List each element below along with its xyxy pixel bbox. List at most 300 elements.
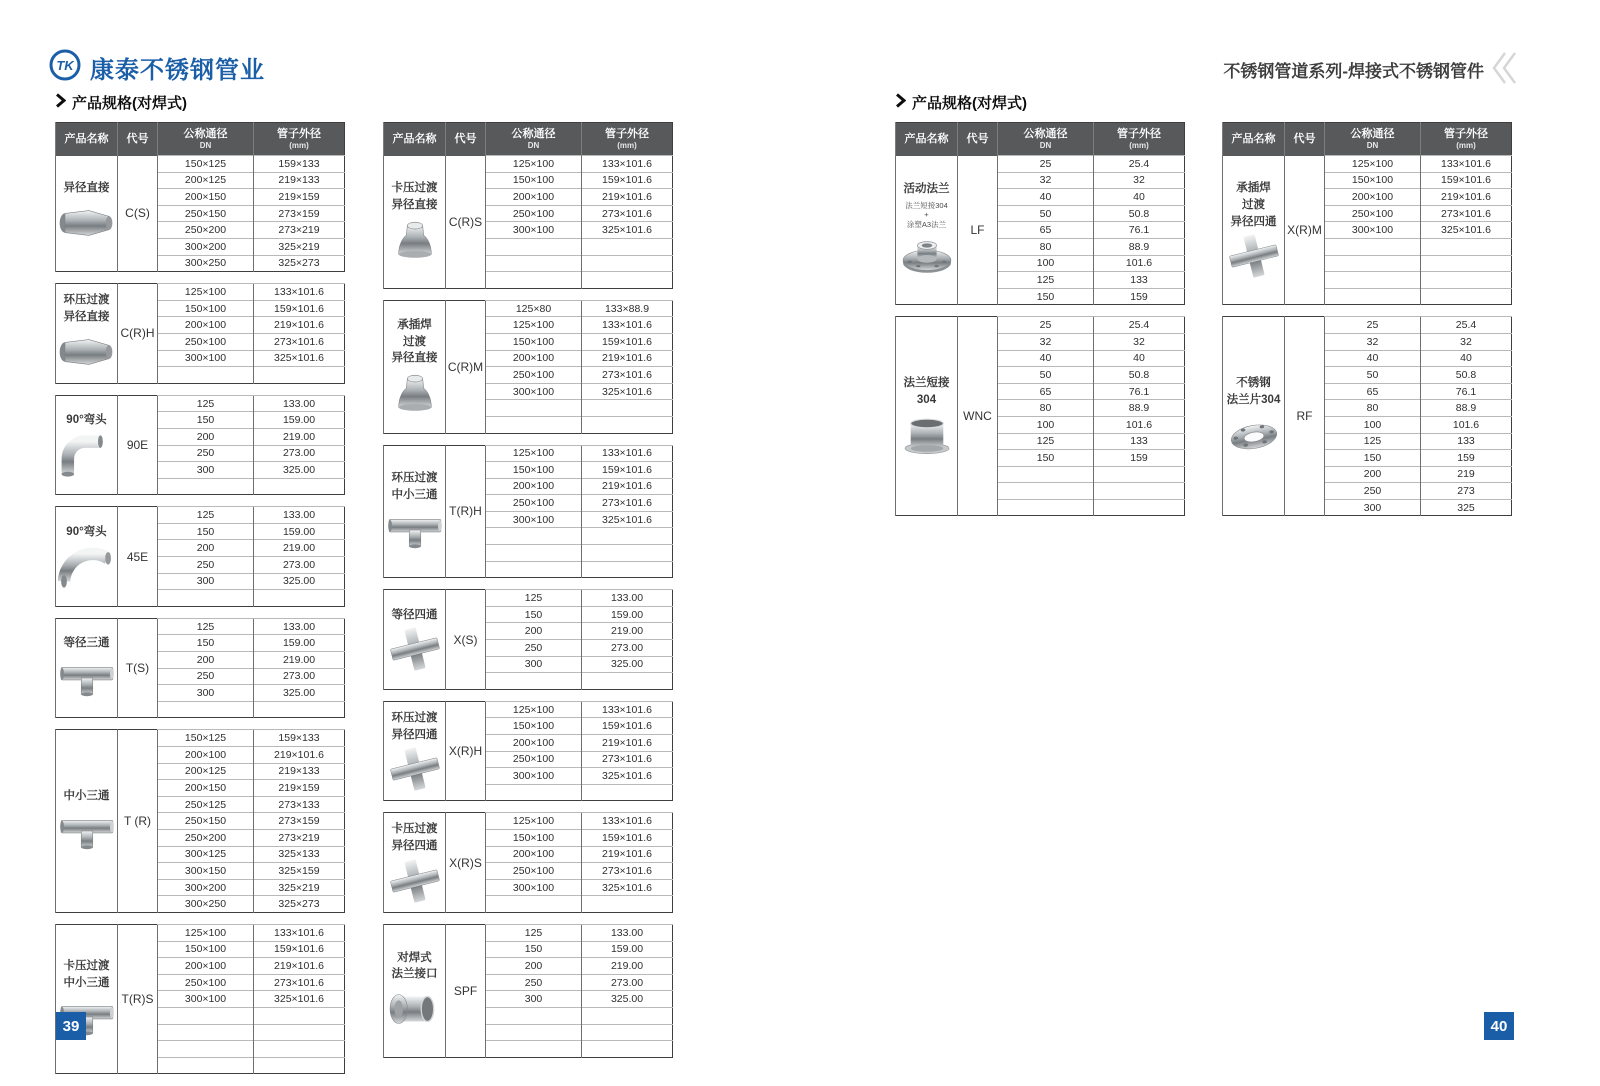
product-code: LF	[958, 156, 998, 305]
product-photo-reducer-horizontal	[56, 329, 118, 375]
spec-row	[384, 701, 673, 718]
od-value: 219×101.6	[582, 735, 673, 752]
dn-value: 25	[998, 156, 1094, 173]
spec-row	[56, 156, 345, 173]
product-name: 90°弯头	[66, 525, 107, 538]
od-value: 159.00	[254, 412, 345, 429]
product-code: C(R)H	[118, 284, 158, 384]
dn-value: 300×250	[158, 896, 254, 913]
dn-value: 100	[1325, 416, 1421, 433]
product-name: 等径四通	[391, 608, 438, 621]
section-title-right-text: 产品规格(对焊式)	[912, 95, 1027, 112]
dn-value: 250×100	[486, 205, 582, 222]
dn-value: 25	[1325, 317, 1421, 334]
dn-value	[486, 1041, 582, 1058]
product-photo-elbow-45	[56, 543, 118, 589]
arrow-icon	[55, 93, 66, 112]
dn-value: 300×150	[158, 863, 254, 880]
dn-value: 80	[1325, 400, 1421, 417]
dn-value: 200×100	[158, 317, 254, 334]
product-code: T(R)H	[446, 445, 486, 578]
od-value: 273×101.6	[582, 751, 673, 768]
dn-value: 250×200	[158, 222, 254, 239]
col-header-code: 代号	[446, 123, 486, 156]
col-header-product: 产品名称	[384, 123, 446, 156]
dn-value: 300×100	[486, 383, 582, 400]
spec-table-xrm	[1222, 122, 1512, 305]
dn-value: 150	[1325, 450, 1421, 467]
product-code: C(S)	[118, 156, 158, 272]
dn-value: 300	[158, 685, 254, 702]
od-value: 273.00	[254, 445, 345, 462]
od-value: 50.8	[1094, 367, 1185, 384]
od-value: 219×101.6	[254, 747, 345, 764]
dn-value: 125×100	[486, 317, 582, 334]
product-code: X(S)	[446, 590, 486, 690]
dn-value	[486, 896, 582, 913]
dn-value	[998, 483, 1094, 500]
spec-row	[1223, 317, 1512, 334]
od-value: 325×159	[254, 863, 345, 880]
od-value: 133×101.6	[582, 701, 673, 718]
brand-logo-icon	[48, 48, 82, 87]
dn-value	[486, 400, 582, 417]
dn-value: 300	[1325, 499, 1421, 516]
dn-value: 40	[998, 350, 1094, 367]
od-value: 133.00	[582, 924, 673, 941]
od-value: 133×101.6	[582, 445, 673, 462]
spec-table-cs	[55, 122, 345, 272]
dn-value: 300	[158, 462, 254, 479]
table-column-right-2	[1222, 122, 1512, 516]
col-header-dn: 公称通径 DN	[998, 123, 1094, 156]
od-value: 325.00	[254, 685, 345, 702]
product-name: 承插焊 过渡 异径四通	[1230, 182, 1277, 228]
dn-value: 150	[158, 412, 254, 429]
dn-value: 125	[1325, 433, 1421, 450]
brand-logo-text: 康泰不锈钢管业	[90, 57, 265, 84]
dn-value: 150×100	[486, 718, 582, 735]
od-value: 76.1	[1094, 383, 1185, 400]
table-header-row	[1223, 123, 1512, 156]
od-value: 25.4	[1421, 317, 1512, 334]
od-value: 325×273	[254, 896, 345, 913]
od-value	[582, 784, 673, 801]
product-cell	[384, 924, 446, 1057]
dn-value: 150×100	[158, 941, 254, 958]
table-header-row	[384, 123, 673, 156]
od-value: 159.00	[254, 523, 345, 540]
table-column-left-1	[55, 122, 345, 1074]
od-value: 273×159	[254, 205, 345, 222]
dn-value	[486, 255, 582, 272]
od-value	[582, 255, 673, 272]
od-value: 219×101.6	[582, 189, 673, 206]
od-value: 133×88.9	[582, 300, 673, 317]
dn-value: 200	[158, 540, 254, 557]
dn-value	[158, 1041, 254, 1058]
dn-value: 300×100	[158, 991, 254, 1008]
col-header-product: 产品名称	[1223, 123, 1285, 156]
od-value: 159×101.6	[582, 172, 673, 189]
od-value: 273×159	[254, 813, 345, 830]
od-value: 325.00	[582, 656, 673, 673]
spec-row	[384, 156, 673, 173]
product-name: 异径直接	[63, 182, 110, 195]
od-value: 159×101.6	[254, 300, 345, 317]
od-value: 133×101.6	[254, 924, 345, 941]
product-name: 环压过渡 中小三通	[391, 472, 438, 501]
product-photo-flange-loose	[896, 233, 958, 279]
spec-table-tr	[55, 729, 345, 913]
spec-row	[896, 317, 1185, 334]
col-header-od: 管子外径 (mm)	[1421, 123, 1512, 156]
dn-value: 300×100	[1325, 222, 1421, 239]
dn-value: 200	[486, 623, 582, 640]
od-value: 133×101.6	[582, 317, 673, 334]
od-value: 325.00	[254, 462, 345, 479]
col-header-od: 管子外径 (mm)	[582, 123, 673, 156]
od-value: 32	[1094, 172, 1185, 189]
svg-text:TK: TK	[56, 58, 74, 73]
od-value: 325×101.6	[582, 768, 673, 785]
od-value: 273×101.6	[582, 367, 673, 384]
od-value: 88.9	[1421, 400, 1512, 417]
product-cell	[384, 701, 446, 801]
od-value: 40	[1094, 189, 1185, 206]
product-cell	[56, 730, 118, 913]
dn-value: 125×100	[486, 445, 582, 462]
od-value: 133×101.6	[582, 813, 673, 830]
dn-value	[486, 528, 582, 545]
product-cell	[384, 300, 446, 433]
dn-value: 32	[1325, 333, 1421, 350]
dn-value: 125×100	[158, 924, 254, 941]
od-value	[254, 478, 345, 495]
dn-value: 200	[158, 652, 254, 669]
od-value: 159×133	[254, 156, 345, 173]
od-value: 159.00	[582, 606, 673, 623]
od-value: 273×219	[254, 829, 345, 846]
product-photo-cross	[1223, 233, 1285, 279]
product-name: 卡压过渡 中小三通	[63, 959, 110, 989]
od-value: 273×219	[254, 222, 345, 239]
dn-value: 125	[158, 507, 254, 524]
dn-value: 125	[158, 395, 254, 412]
od-value: 219×101.6	[582, 846, 673, 863]
dn-value: 250×100	[158, 333, 254, 350]
table-column-right-1	[895, 122, 1185, 516]
dn-value: 300×200	[158, 238, 254, 255]
product-code: SPF	[446, 924, 486, 1057]
col-header-product: 产品名称	[56, 123, 118, 156]
od-value	[582, 1041, 673, 1058]
spec-table-spf	[383, 924, 673, 1058]
dn-value	[998, 499, 1094, 516]
od-value	[582, 673, 673, 690]
dn-value: 200×100	[486, 189, 582, 206]
dn-value	[158, 1007, 254, 1024]
dn-value: 50	[998, 205, 1094, 222]
od-value	[254, 701, 345, 718]
spec-row	[384, 445, 673, 462]
od-value: 88.9	[1094, 238, 1185, 255]
spec-table-xs	[383, 589, 673, 690]
od-value: 159×101.6	[254, 941, 345, 958]
table-header-row	[56, 123, 345, 156]
od-value: 88.9	[1094, 400, 1185, 417]
dn-value	[1325, 288, 1421, 305]
dn-value: 200×100	[486, 478, 582, 495]
od-value: 159	[1094, 288, 1185, 305]
dn-value: 100	[998, 255, 1094, 272]
product-cell	[56, 924, 118, 1073]
dn-value: 65	[998, 222, 1094, 239]
dn-value: 125×100	[1325, 156, 1421, 173]
dn-value	[486, 238, 582, 255]
od-value: 133×101.6	[1421, 156, 1512, 173]
od-value: 219×159	[254, 780, 345, 797]
dn-value	[486, 272, 582, 289]
product-cell	[56, 284, 118, 384]
od-value: 273.00	[582, 640, 673, 657]
od-value: 325×101.6	[582, 879, 673, 896]
dn-value: 200×100	[1325, 189, 1421, 206]
section-title-left-text: 产品规格(对焊式)	[72, 95, 187, 112]
dn-value	[486, 784, 582, 801]
spec-row	[384, 813, 673, 830]
product-code: T(S)	[118, 618, 158, 718]
od-value: 219×133	[254, 172, 345, 189]
od-value: 219.00	[254, 540, 345, 557]
dn-value	[998, 466, 1094, 483]
od-value: 325×219	[254, 238, 345, 255]
dn-value: 65	[1325, 383, 1421, 400]
product-code: 45E	[118, 507, 158, 607]
product-photo-tee	[56, 808, 118, 854]
od-value: 273×101.6	[1421, 205, 1512, 222]
dn-value: 150×125	[158, 730, 254, 747]
od-value: 159×133	[254, 730, 345, 747]
spec-row	[56, 924, 345, 941]
dn-value: 125×80	[486, 300, 582, 317]
od-value: 133×101.6	[582, 156, 673, 173]
od-value: 325×101.6	[582, 383, 673, 400]
od-value: 40	[1421, 350, 1512, 367]
dn-value	[158, 1057, 254, 1074]
product-name: 卡压过渡 异径四通	[391, 823, 438, 853]
od-value: 159×101.6	[582, 718, 673, 735]
product-cell	[56, 395, 118, 495]
od-value: 133	[1421, 433, 1512, 450]
dn-value: 80	[998, 400, 1094, 417]
od-value: 219.00	[254, 428, 345, 445]
product-code: C(R)M	[446, 300, 486, 433]
product-photo-flange-socket	[384, 986, 446, 1032]
dn-value: 150×100	[486, 829, 582, 846]
od-value: 133.00	[254, 507, 345, 524]
dn-value: 250	[158, 668, 254, 685]
od-value: 325	[1421, 499, 1512, 516]
od-value: 219×101.6	[254, 317, 345, 334]
dn-value: 150	[998, 288, 1094, 305]
od-value: 50.8	[1094, 205, 1185, 222]
double-chevron-icon	[1490, 50, 1518, 91]
arrow-icon	[895, 93, 906, 112]
od-value	[254, 1057, 345, 1074]
product-cell	[384, 813, 446, 913]
od-value	[582, 528, 673, 545]
dn-value: 200×150	[158, 780, 254, 797]
od-value: 133	[1094, 272, 1185, 289]
dn-value: 250×100	[1325, 205, 1421, 222]
od-value: 219.00	[582, 958, 673, 975]
dn-value	[158, 590, 254, 607]
spec-table-xrs	[383, 812, 673, 913]
od-value: 325×101.6	[254, 991, 345, 1008]
od-value	[1094, 499, 1185, 516]
product-cell	[56, 618, 118, 718]
col-header-od: 管子外径 (mm)	[1094, 123, 1185, 156]
product-code: 90E	[118, 395, 158, 495]
dn-value: 250	[486, 974, 582, 991]
dn-value	[158, 1024, 254, 1041]
spec-table-rf	[1222, 316, 1512, 516]
spec-row	[56, 507, 345, 524]
dn-value: 80	[998, 238, 1094, 255]
spec-table-wnc	[895, 316, 1185, 516]
product-name: 中小三通	[63, 790, 110, 803]
product-name: 法兰短接 304	[903, 377, 950, 406]
product-name: 承插焊 过渡 异径直接	[391, 319, 438, 365]
od-value: 273	[1421, 483, 1512, 500]
dn-value: 300×100	[158, 350, 254, 367]
dn-value: 250×100	[486, 863, 582, 880]
dn-value: 125	[486, 590, 582, 607]
product-code: C(R)S	[446, 156, 486, 289]
dn-value: 25	[998, 317, 1094, 334]
dn-value: 50	[1325, 367, 1421, 384]
od-value	[1421, 272, 1512, 289]
dn-value: 32	[998, 333, 1094, 350]
od-value: 159×101.6	[582, 462, 673, 479]
dn-value: 300×200	[158, 879, 254, 896]
od-value	[1421, 238, 1512, 255]
col-header-od: 管子外径 (mm)	[254, 123, 345, 156]
spec-table-crs	[383, 122, 673, 289]
spec-row	[56, 395, 345, 412]
product-photo-cross	[384, 746, 446, 792]
od-value: 101.6	[1421, 416, 1512, 433]
product-photo-reducer-horizontal	[56, 200, 118, 246]
dn-value: 200	[486, 958, 582, 975]
dn-value	[158, 367, 254, 384]
col-header-product: 产品名称	[896, 123, 958, 156]
product-cell	[1223, 156, 1285, 305]
od-value: 133×101.6	[254, 284, 345, 301]
dn-value: 200×150	[158, 189, 254, 206]
od-value: 325.00	[582, 991, 673, 1008]
dn-value: 300	[486, 656, 582, 673]
od-value: 219×133	[254, 763, 345, 780]
dn-value	[486, 1007, 582, 1024]
dn-value: 125×100	[158, 284, 254, 301]
od-value: 159×101.6	[1421, 172, 1512, 189]
dn-value: 200×125	[158, 172, 254, 189]
dn-value: 250×100	[158, 974, 254, 991]
dn-value	[486, 561, 582, 578]
product-cell	[56, 156, 118, 272]
dn-value: 125×100	[486, 701, 582, 718]
product-photo-cross	[384, 626, 446, 672]
od-value	[254, 1007, 345, 1024]
series-title: 不锈钢管道系列-焊接式不锈钢管件	[1223, 62, 1484, 81]
product-cell	[384, 590, 446, 690]
product-code: X(R)M	[1285, 156, 1325, 305]
od-value: 159×101.6	[582, 333, 673, 350]
spec-table-crh	[55, 283, 345, 384]
dn-value: 250×150	[158, 813, 254, 830]
dn-value: 150	[486, 606, 582, 623]
product-cell	[384, 445, 446, 578]
spec-row	[56, 284, 345, 301]
spec-table-45e	[55, 506, 345, 607]
dn-value: 125×100	[486, 156, 582, 173]
product-cell	[1223, 317, 1285, 516]
od-value: 325×101.6	[582, 511, 673, 528]
product-name: 不锈钢 法兰片304	[1226, 377, 1281, 406]
dn-value: 150	[486, 941, 582, 958]
od-value: 159.00	[254, 635, 345, 652]
od-value: 273×101.6	[582, 495, 673, 512]
product-photo-tee	[56, 655, 118, 701]
product-photo-cross	[384, 858, 446, 904]
od-value: 50.8	[1421, 367, 1512, 384]
col-header-dn: 公称通径 DN	[486, 123, 582, 156]
od-value: 219×101.6	[254, 958, 345, 975]
product-code: RF	[1285, 317, 1325, 516]
dn-value: 150×100	[158, 300, 254, 317]
brand-logo	[48, 48, 265, 87]
spec-table-trh	[383, 445, 673, 579]
dn-value: 50	[998, 367, 1094, 384]
dn-value	[158, 478, 254, 495]
od-value: 325×133	[254, 846, 345, 863]
od-value: 273.00	[254, 668, 345, 685]
spec-table-xrh	[383, 701, 673, 802]
dn-value: 150	[998, 450, 1094, 467]
page-number-left: 39	[56, 1012, 86, 1040]
product-code: X(R)H	[446, 701, 486, 801]
spec-row	[56, 618, 345, 635]
product-photo-reducer-vertical	[384, 217, 446, 263]
dn-value: 32	[998, 172, 1094, 189]
dn-value: 125	[158, 618, 254, 635]
dn-value	[1325, 255, 1421, 272]
od-value	[1094, 483, 1185, 500]
od-value: 133.00	[254, 618, 345, 635]
dn-value: 200	[158, 428, 254, 445]
od-value: 133.00	[254, 395, 345, 412]
dn-value	[1325, 238, 1421, 255]
col-header-code: 代号	[118, 123, 158, 156]
dn-value: 300×125	[158, 846, 254, 863]
od-value: 325×101.6	[582, 222, 673, 239]
dn-value	[486, 673, 582, 690]
od-value: 219×101.6	[582, 350, 673, 367]
dn-value: 40	[998, 189, 1094, 206]
dn-value: 150×100	[486, 172, 582, 189]
